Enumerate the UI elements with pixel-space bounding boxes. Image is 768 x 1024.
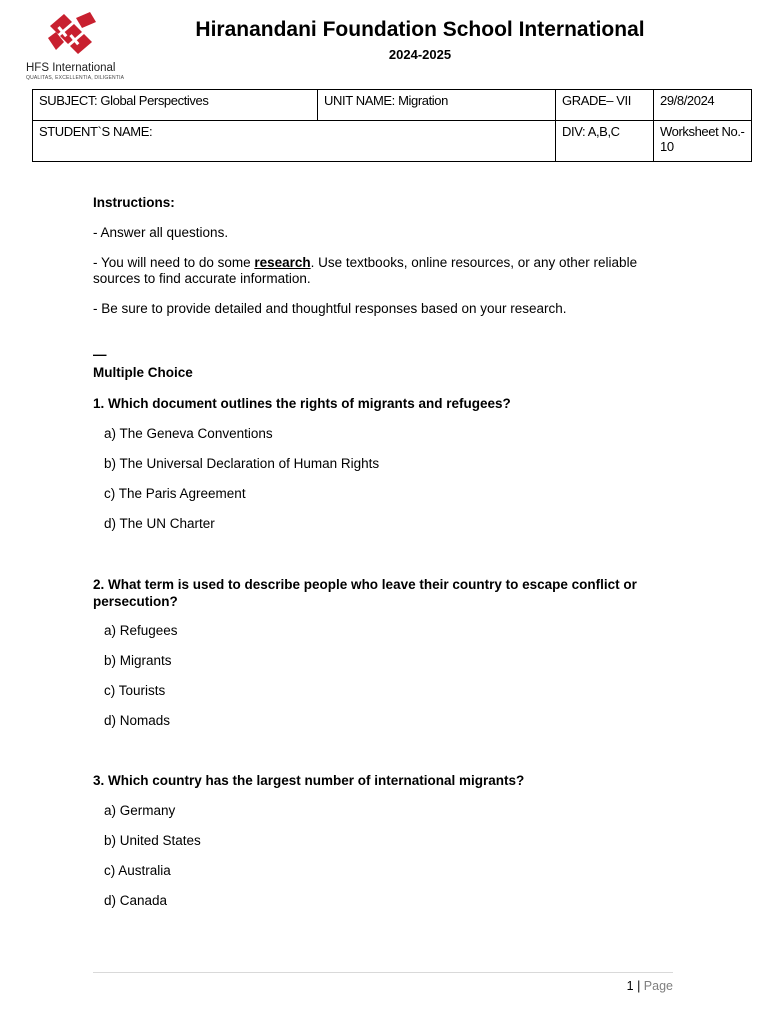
school-name: Hiranandani Foundation School International [195, 18, 645, 41]
hfs-logo-icon [46, 12, 100, 60]
question-text: 2. What term is used to describe people who leave their country to escape conflict or persecution? [93, 577, 637, 609]
answer-option[interactable]: c) Tourists [104, 683, 166, 698]
answer-option[interactable]: d) Nomads [104, 713, 171, 728]
unit-cell: UNIT NAME: Migration [318, 90, 556, 121]
answer-option[interactable]: c) Australia [104, 863, 171, 878]
date-cell: 29/8/2024 [654, 90, 752, 121]
student-name-cell[interactable]: STUDENT`S NAME: [33, 121, 556, 162]
page-number: 1 [626, 979, 634, 993]
section-title: Multiple Choice [93, 365, 193, 380]
question-text: 3. Which country has the largest number of international migrants? [93, 773, 525, 788]
subject-cell: SUBJECT: Global Perspectives [33, 90, 318, 121]
instructions-heading: Instructions: [93, 195, 175, 210]
answer-option[interactable]: b) Migrants [104, 653, 172, 668]
page-label: Page [643, 979, 673, 993]
question-block [93, 773, 683, 909]
answer-option[interactable]: a) The Geneva Conventions [104, 426, 273, 441]
page-footer [627, 979, 673, 993]
school-logo [24, 12, 124, 84]
div-cell: DIV: A,B,C [556, 121, 654, 162]
question-block [93, 396, 683, 532]
footer-separator: | [637, 979, 641, 993]
answer-option[interactable]: c) The Paris Agreement [104, 486, 246, 501]
answer-option[interactable]: b) The Universal Declaration of Human Rights [104, 456, 380, 471]
instruction-line-3: - Be sure to provide detailed and thoughtful responses based on your research. [93, 301, 567, 316]
answer-option[interactable]: b) United States [104, 833, 201, 848]
worksheet-content [93, 195, 683, 909]
answer-option[interactable]: a) Germany [104, 803, 176, 818]
academic-year: 2024-2025 [388, 47, 452, 62]
separator-dash: — [93, 347, 107, 362]
footer-divider [93, 972, 673, 973]
answer-option[interactable]: a) Refugees [104, 623, 178, 638]
info-table [32, 89, 752, 162]
research-emphasis: research [254, 255, 311, 270]
worksheet-cell: Worksheet No.- 10 [654, 121, 752, 162]
logo-name: HFS International [26, 62, 116, 74]
instruction-line-2: - You will need to do some research. Use textbooks, online resources, or any other reliable sources to find accurate information. [93, 255, 638, 286]
logo-motto: QUALITAS, EXCELLENTIA, DILIGENTIA [26, 75, 125, 81]
question-block [93, 576, 683, 729]
instruction-line-1: - Answer all questions. [93, 225, 229, 240]
answer-option[interactable]: d) The UN Charter [104, 516, 215, 531]
grade-cell: GRADE– VII [556, 90, 654, 121]
answer-option[interactable]: d) Canada [104, 893, 168, 908]
question-text: 1. Which document outlines the rights of migrants and refugees? [93, 396, 511, 411]
